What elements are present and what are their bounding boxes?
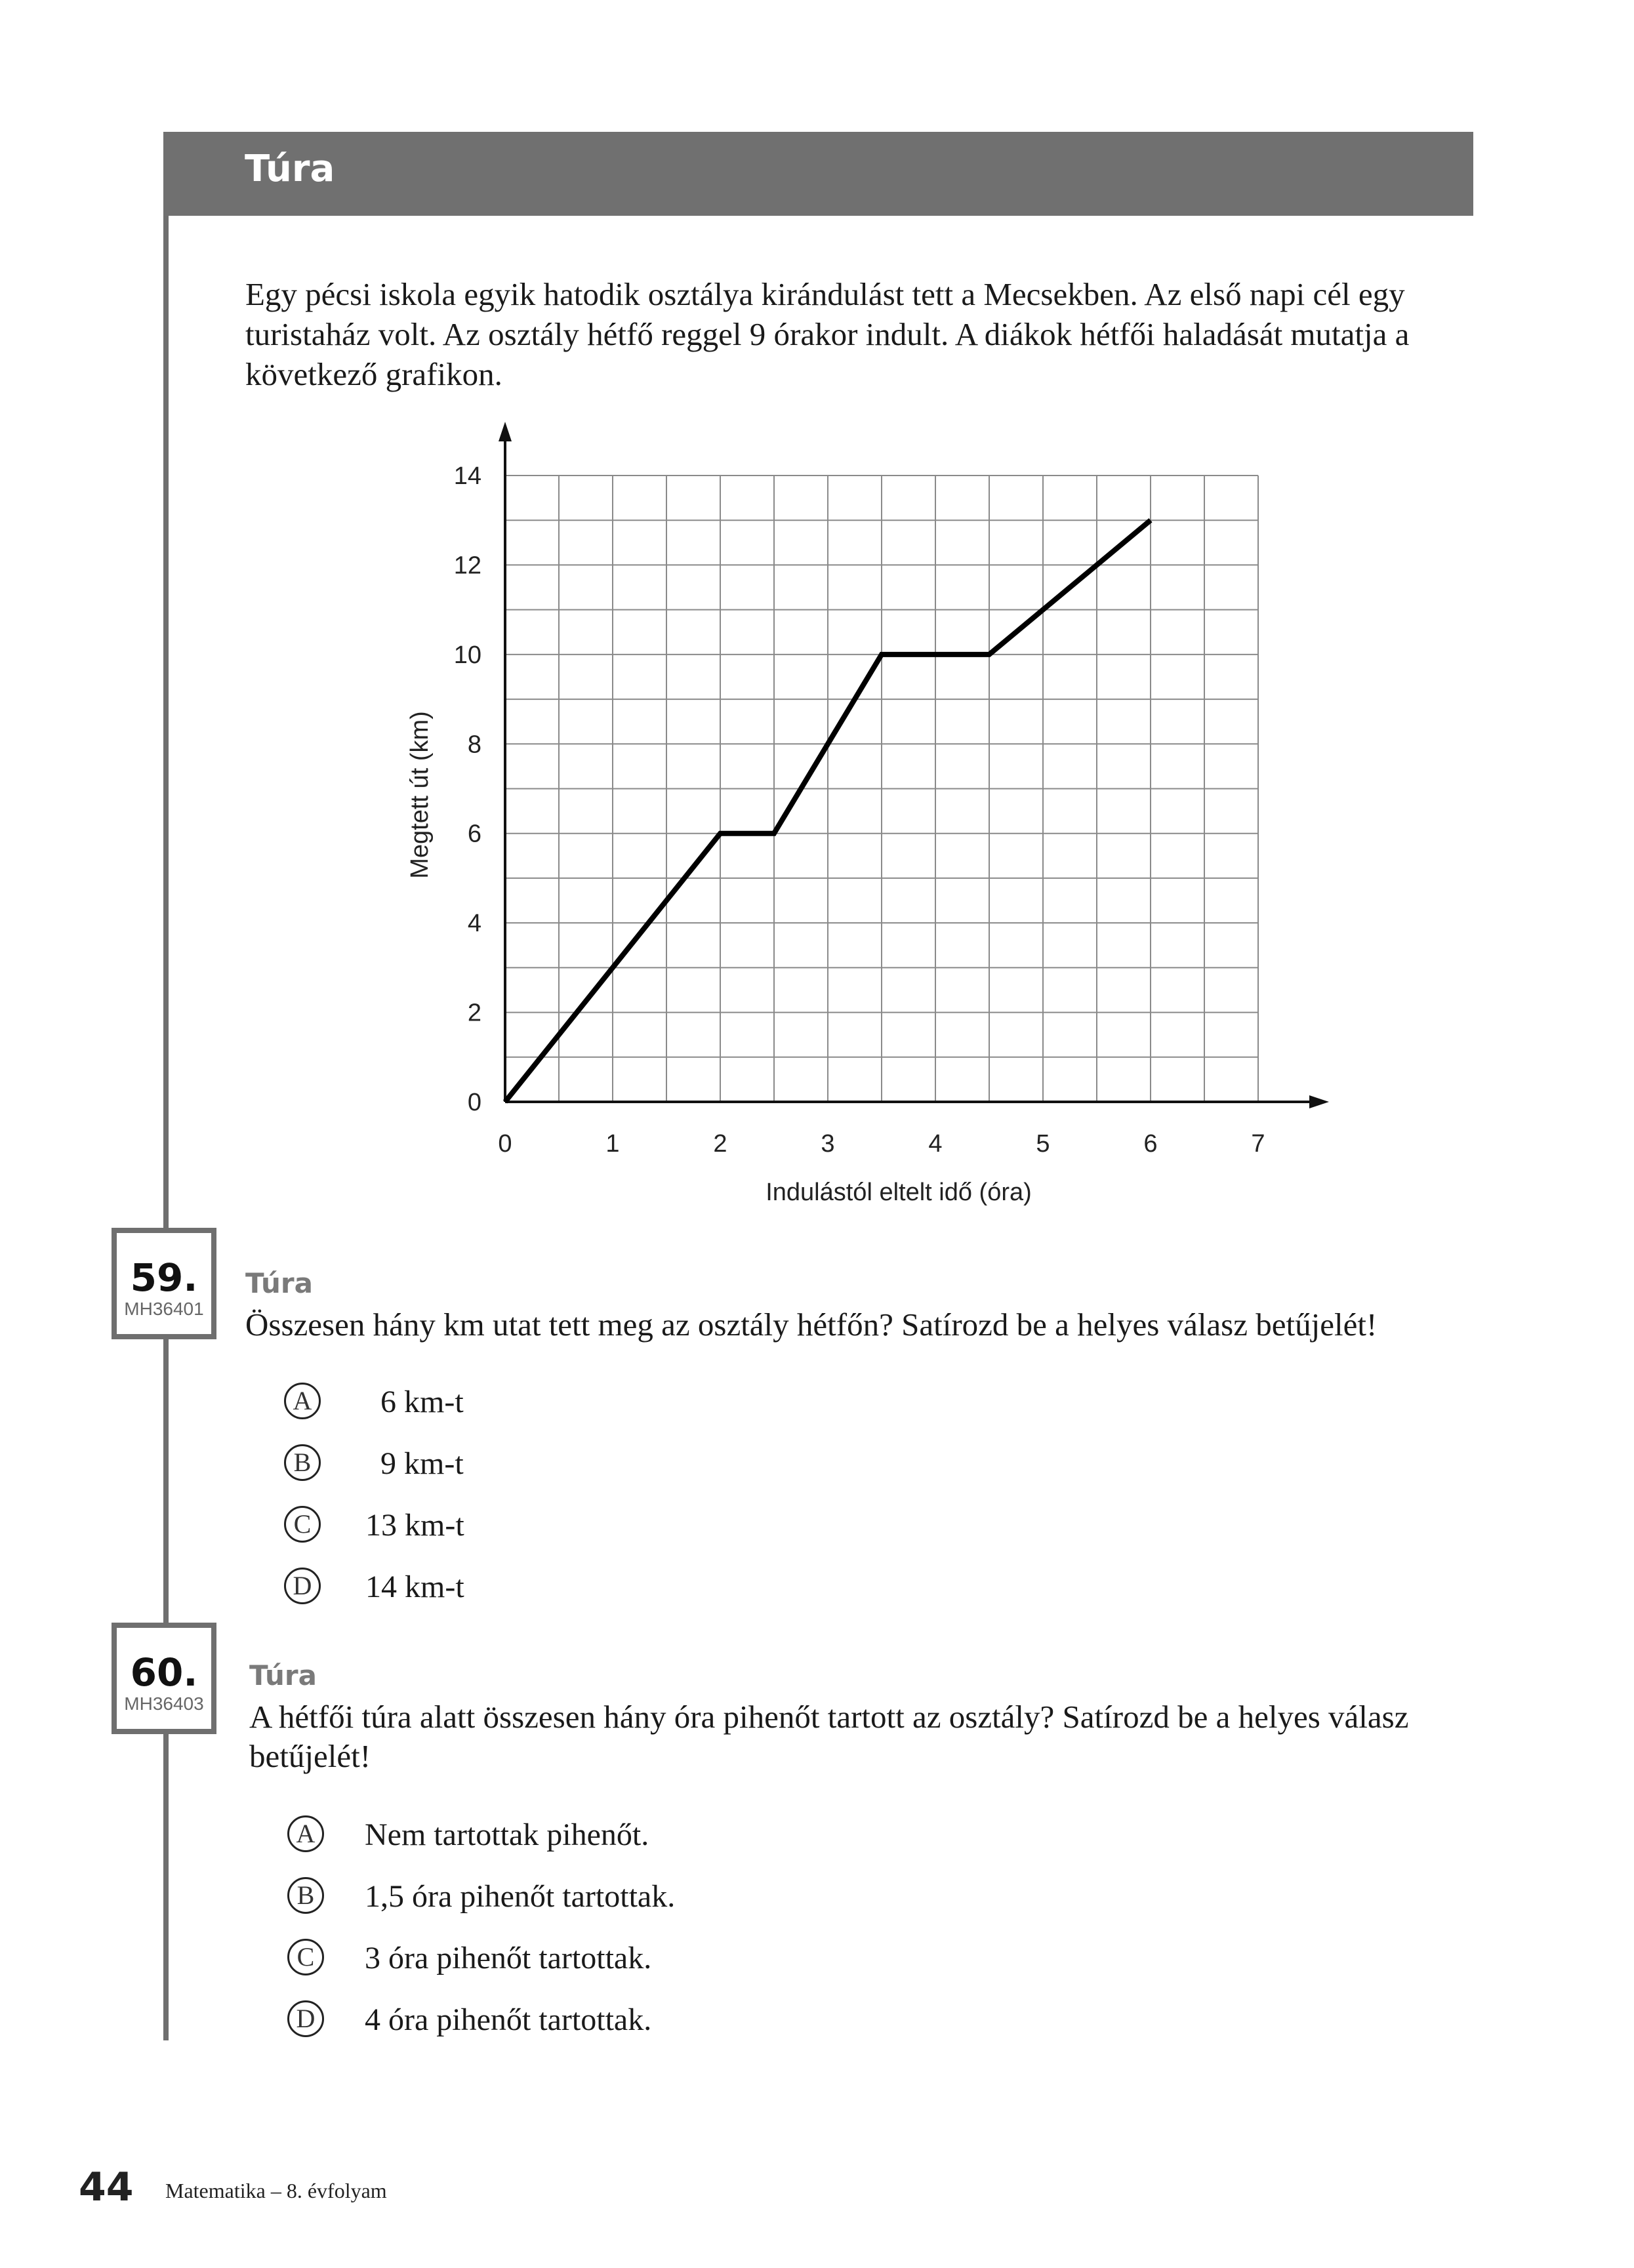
option-letter-circle[interactable]: D: [284, 1568, 321, 1604]
y-tick-label: 14: [453, 462, 481, 490]
y-tick-label: 12: [453, 552, 481, 580]
option-letter-circle[interactable]: C: [284, 1506, 321, 1543]
x-axis-label: Indulástól eltelt idő (óra): [766, 1179, 1032, 1206]
y-tick-label: 0: [467, 1089, 481, 1116]
option-text: 13 km-t: [365, 1508, 464, 1543]
footer-title: Matematika – 8. évfolyam: [165, 2179, 387, 2202]
x-tick-label: 3: [821, 1130, 835, 1158]
section-title: Túra: [245, 148, 335, 190]
option-letter-circle[interactable]: B: [287, 1877, 324, 1914]
x-tick-label: 7: [1251, 1130, 1265, 1158]
option-text: 4 óra pihenőt tartottak.: [365, 2002, 652, 2037]
y-tick-label: 10: [453, 641, 481, 669]
option-text: 6 km-t: [380, 1385, 464, 1419]
distance-time-chart: [394, 407, 1351, 1220]
section-header: [163, 132, 1473, 216]
x-tick-label: 6: [1143, 1130, 1158, 1158]
option-text: Nem tartottak pihenőt.: [365, 1817, 649, 1852]
x-tick-label: 5: [1036, 1130, 1050, 1158]
page-number: 44: [79, 2164, 134, 2210]
question-60-text: A hétfői túra alatt összesen hány óra pihenőt tartott az osztály? Satírozd be a helyes válasz betűjelét!: [249, 1699, 1409, 1774]
x-tick-label: 2: [713, 1130, 727, 1158]
question-number: 60.: [130, 1650, 198, 1695]
x-tick-label: 4: [928, 1130, 943, 1158]
question-59-text: Összesen hány km utat tett meg az osztály hétfőn? Satírozd be a helyes válasz betűjelét!: [245, 1306, 1378, 1343]
option-text: 1,5 óra pihenőt tartottak.: [365, 1879, 676, 1914]
x-tick-label: 1: [605, 1130, 620, 1158]
option-letter-circle[interactable]: A: [284, 1383, 321, 1419]
option-text: 3 óra pihenőt tartottak.: [365, 1941, 652, 1975]
question-59-number-box: [112, 1228, 216, 1339]
option-letter-circle[interactable]: A: [287, 1815, 324, 1852]
option-text: 14 km-t: [365, 1569, 464, 1604]
question-60-title: Túra: [249, 1659, 317, 1691]
chart-grid: [505, 476, 1258, 1102]
question-code: MH36401: [124, 1299, 204, 1319]
x-axis-arrowhead: [1309, 1095, 1329, 1108]
y-tick-label: 6: [467, 820, 481, 848]
y-tick-label: 8: [467, 731, 481, 759]
question-60-number-box: [112, 1623, 216, 1734]
y-axis-label: Megtett út (km): [406, 711, 434, 879]
chart-tick-labels: [454, 462, 1265, 1158]
option-text: 9 km-t: [380, 1446, 464, 1481]
option-letter-circle[interactable]: B: [284, 1444, 321, 1481]
question-code: MH36403: [124, 1693, 204, 1714]
y-axis-arrowhead: [499, 422, 512, 441]
question-59-title: Túra: [245, 1267, 313, 1299]
option-letter-circle[interactable]: D: [287, 2000, 324, 2037]
y-tick-label: 4: [467, 910, 481, 938]
x-tick-label: 0: [498, 1130, 512, 1158]
left-border-line: [163, 132, 169, 2040]
intro-paragraph: Egy pécsi iskola egyik hatodik osztálya kirándulást tett a Mecsekben. Az első napi cél egy turistaház volt. Az osztály hétfő reggel 9 órakor indult. A diákok hétfői haladását mutatja a következő grafikon.: [245, 276, 1410, 392]
y-tick-label: 2: [467, 999, 481, 1027]
question-number: 59.: [130, 1255, 198, 1300]
option-letter-circle[interactable]: C: [287, 1939, 324, 1975]
